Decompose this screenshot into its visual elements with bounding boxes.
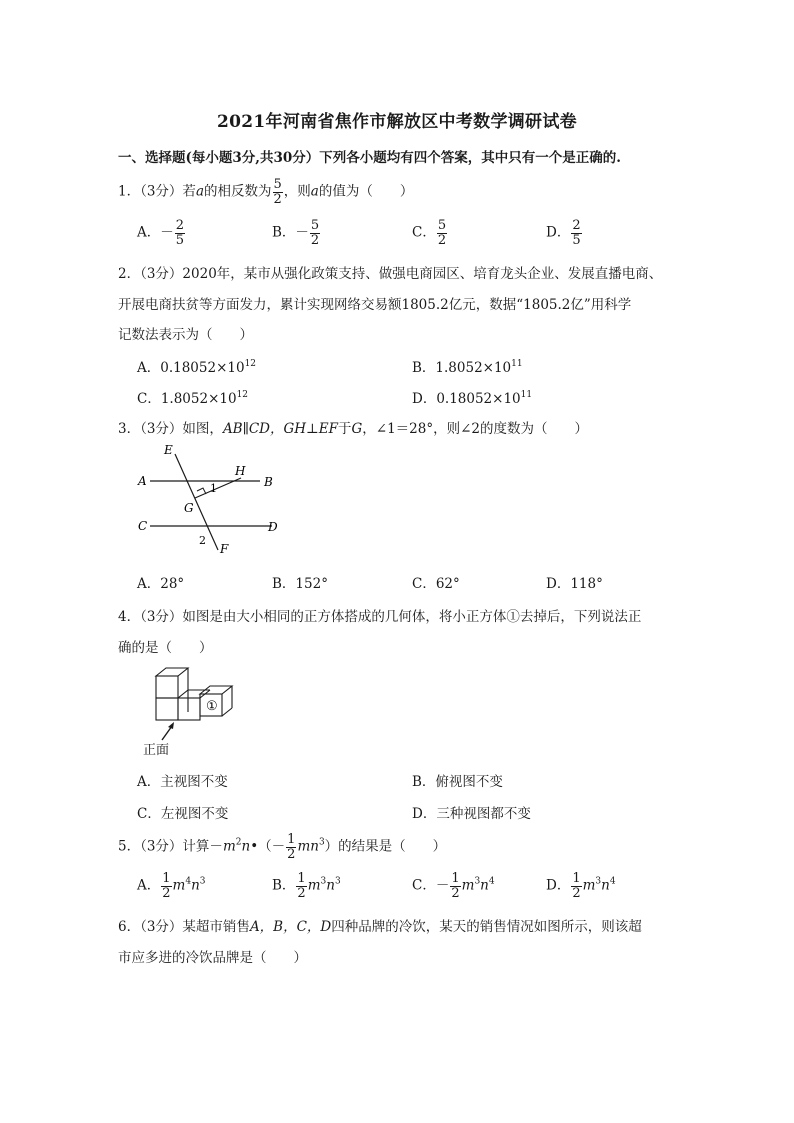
question-4-option-c[interactable]: C．左视图不变 [137, 806, 229, 822]
question-4-option-d[interactable]: D．三种视图都不变 [412, 806, 531, 822]
right-angle-mark [197, 488, 206, 494]
question-4-option-a[interactable]: A．主视图不变 [137, 774, 228, 790]
label-f: F [220, 542, 229, 556]
page-title: 2021年河南省焦作市解放区中考数学调研试卷 [217, 112, 577, 132]
question-2-line-2: 开展电商扶贫等方面发力，累计实现网络交易额1805.2亿元，数据“1805.2亿”用科学 [118, 297, 632, 313]
label-c: C [138, 519, 148, 533]
question-3-stem: 3．（3分）如图，AB∥CD，GH⊥EF于G，∠1＝28°，则∠2的度数为（ ） [118, 421, 589, 437]
question-1-option-c[interactable]: C． $\frac{5}{2}$ [412, 218, 447, 248]
front-arrow-head [168, 722, 174, 729]
question-3-option-b[interactable]: B．152° [272, 576, 328, 592]
front-arrow [162, 726, 172, 740]
question-1-option-b[interactable]: B．－ $\frac{5}{2}$ [272, 218, 320, 248]
front-view-label: 正面 [143, 743, 170, 758]
question-2-option-d[interactable]: D．$0.18052\times 10^{11}$ [412, 390, 533, 407]
question-3-option-a[interactable]: A．28° [137, 576, 185, 592]
question-5-stem: 5．（3分）计算$-m^2n•(-$ $\frac{1}{2}$ $mn^3$）的结果是（ ） [118, 832, 447, 862]
question-4-line-2: 确的是（ ） [118, 640, 213, 656]
question-6-line-1: 6．（3分）某超市销售A，B，C，D四种品牌的冷饮，某天的销售情况如图所示，则该超 [118, 919, 642, 935]
question-3-option-c[interactable]: C．62° [412, 576, 460, 592]
question-2-line-1: 2．（3分）2020年，某市从强化政策支持、做强电商园区、培育龙头企业、发展直播电商、 [118, 266, 663, 282]
question-1-option-d[interactable]: D． $\frac{2}{5}$ [546, 218, 581, 248]
question-6-line-2: 市应多进的冷饮品牌是（ ） [118, 950, 307, 966]
label-a: A [138, 474, 147, 488]
question-2-option-a[interactable]: A．$0.18052\times 10^{12}$ [137, 359, 257, 376]
question-3-option-d[interactable]: D．118° [546, 576, 603, 592]
label-angle-1: 1 [210, 482, 217, 495]
label-h: H [235, 464, 246, 478]
section-heading: 一、选择题(每小题3分,共30分）下列各小题均有四个答案，其中只有一个是正确的. [118, 150, 621, 166]
label-angle-2: 2 [199, 534, 206, 547]
question-2-option-b[interactable]: B．$1.8052\times 10^{11}$ [412, 359, 523, 376]
label-g: G [184, 501, 194, 515]
parallel-lines-diagram [130, 440, 290, 560]
question-5-option-b[interactable]: B． $\frac{1}{2}$ $m^3n^3$ [272, 871, 341, 901]
question-5-option-c[interactable]: C．－ $\frac{1}{2}$ $m^3n^4$ [412, 871, 495, 901]
question-2-line-3: 记数法表示为（ ） [118, 327, 253, 343]
label-d: D [268, 520, 278, 534]
line-ef [175, 454, 218, 550]
question-1-option-a[interactable]: A．－ $\frac{2}{5}$ [137, 218, 185, 248]
label-e: E [164, 443, 173, 457]
label-b: B [264, 475, 273, 489]
question-2-option-c[interactable]: C．$1.8052\times 10^{12}$ [137, 390, 249, 407]
question-5-option-a[interactable]: A． $\frac{1}{2}$ $m^4n^3$ [137, 871, 206, 901]
question-5-option-d[interactable]: D． $\frac{1}{2}$ $m^3n^4$ [546, 871, 616, 901]
question-4-line-1: 4．（3分）如图是由大小相同的正方体搭成的几何体，将小正方体①去掉后，下列说法正 [118, 609, 642, 625]
cube-1-label: ① [206, 699, 218, 714]
question-1-stem: 1．（3分）若a的相反数为 $\frac{5}{2}$ ，则a的值为（ ） [118, 177, 414, 207]
question-4-option-b[interactable]: B．俯视图不变 [412, 774, 503, 790]
